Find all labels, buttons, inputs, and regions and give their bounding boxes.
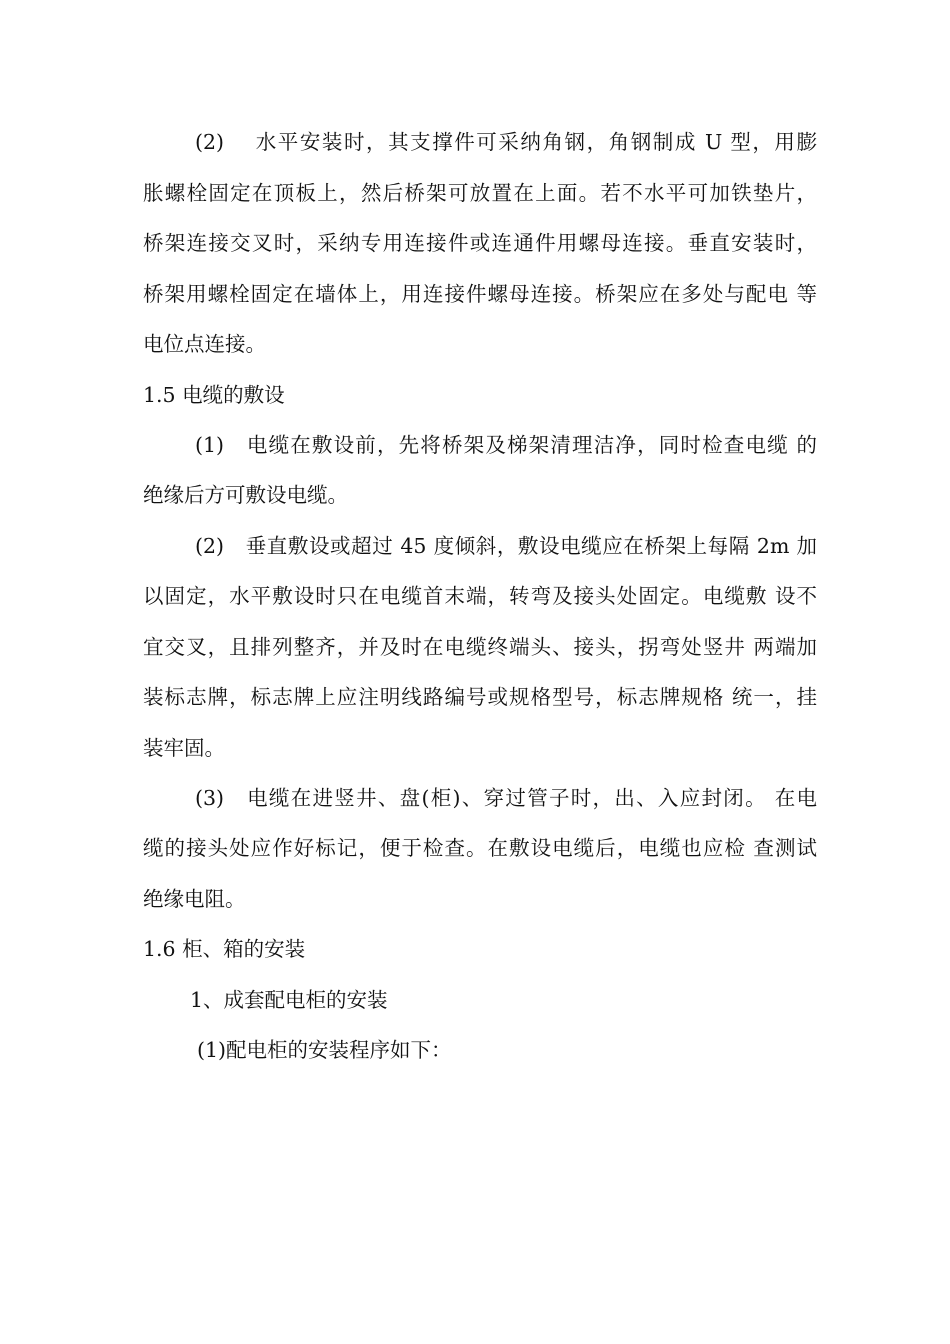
subsection-heading: 1、成套配电柜的安装 — [190, 988, 388, 1012]
paragraph-line: 装牢固。 — [143, 736, 225, 760]
paragraph-line: 桥架连接交叉时，采纳专用连接件或连通件用螺母连接。垂直安装时， — [143, 231, 817, 255]
paragraph-line: 桥架用螺栓固定在墙体上，用连接件螺母连接。桥架应在多处与配电 等 — [143, 282, 817, 306]
paragraph-line: 宜交叉，且排列整齐，并及时在电缆终端头、接头，拐弯处竖井 两端加 — [143, 635, 817, 659]
section-heading: 1.5 电缆的敷设 — [143, 383, 285, 407]
paragraph-line: 胀螺栓固定在顶板上，然后桥架可放置在上面。若不水平可加铁垫片， — [143, 181, 817, 205]
section-heading: 1.6 柜、箱的安装 — [143, 937, 306, 961]
paragraph-line: 绝缘后方可敷设电缆。 — [143, 483, 348, 507]
list-item: (1)配电柜的安装程序如下： — [197, 1038, 452, 1062]
paragraph-line: (3) 电缆在进竖井、盘(柜)、穿过管子时，出、入应封闭。 在电 — [195, 786, 817, 810]
paragraph-line: 缆的接头处应作好标记，便于检查。在敷设电缆后，电缆也应检 查测试 — [143, 836, 817, 860]
paragraph-line: (2) 水平安装时，其支撑件可采纳角钢，角钢制成 U 型，用膨 — [195, 130, 817, 154]
paragraph-line: 电位点连接。 — [143, 332, 266, 356]
paragraph-line: (2) 垂直敷设或超过 45 度倾斜，敷设电缆应在桥架上每隔 2m 加 — [195, 534, 817, 558]
paragraph-line: 装标志牌，标志牌上应注明线路编号或规格型号，标志牌规格 统一，挂 — [143, 685, 817, 709]
paragraph-line: 绝缘电阻。 — [143, 887, 246, 911]
paragraph-line: 以固定，水平敷设时只在电缆首末端，转弯及接头处固定。电缆敷 设不 — [143, 584, 817, 608]
paragraph-line: (1) 电缆在敷设前，先将桥架及梯架清理洁净，同时检查电缆 的 — [195, 433, 817, 457]
